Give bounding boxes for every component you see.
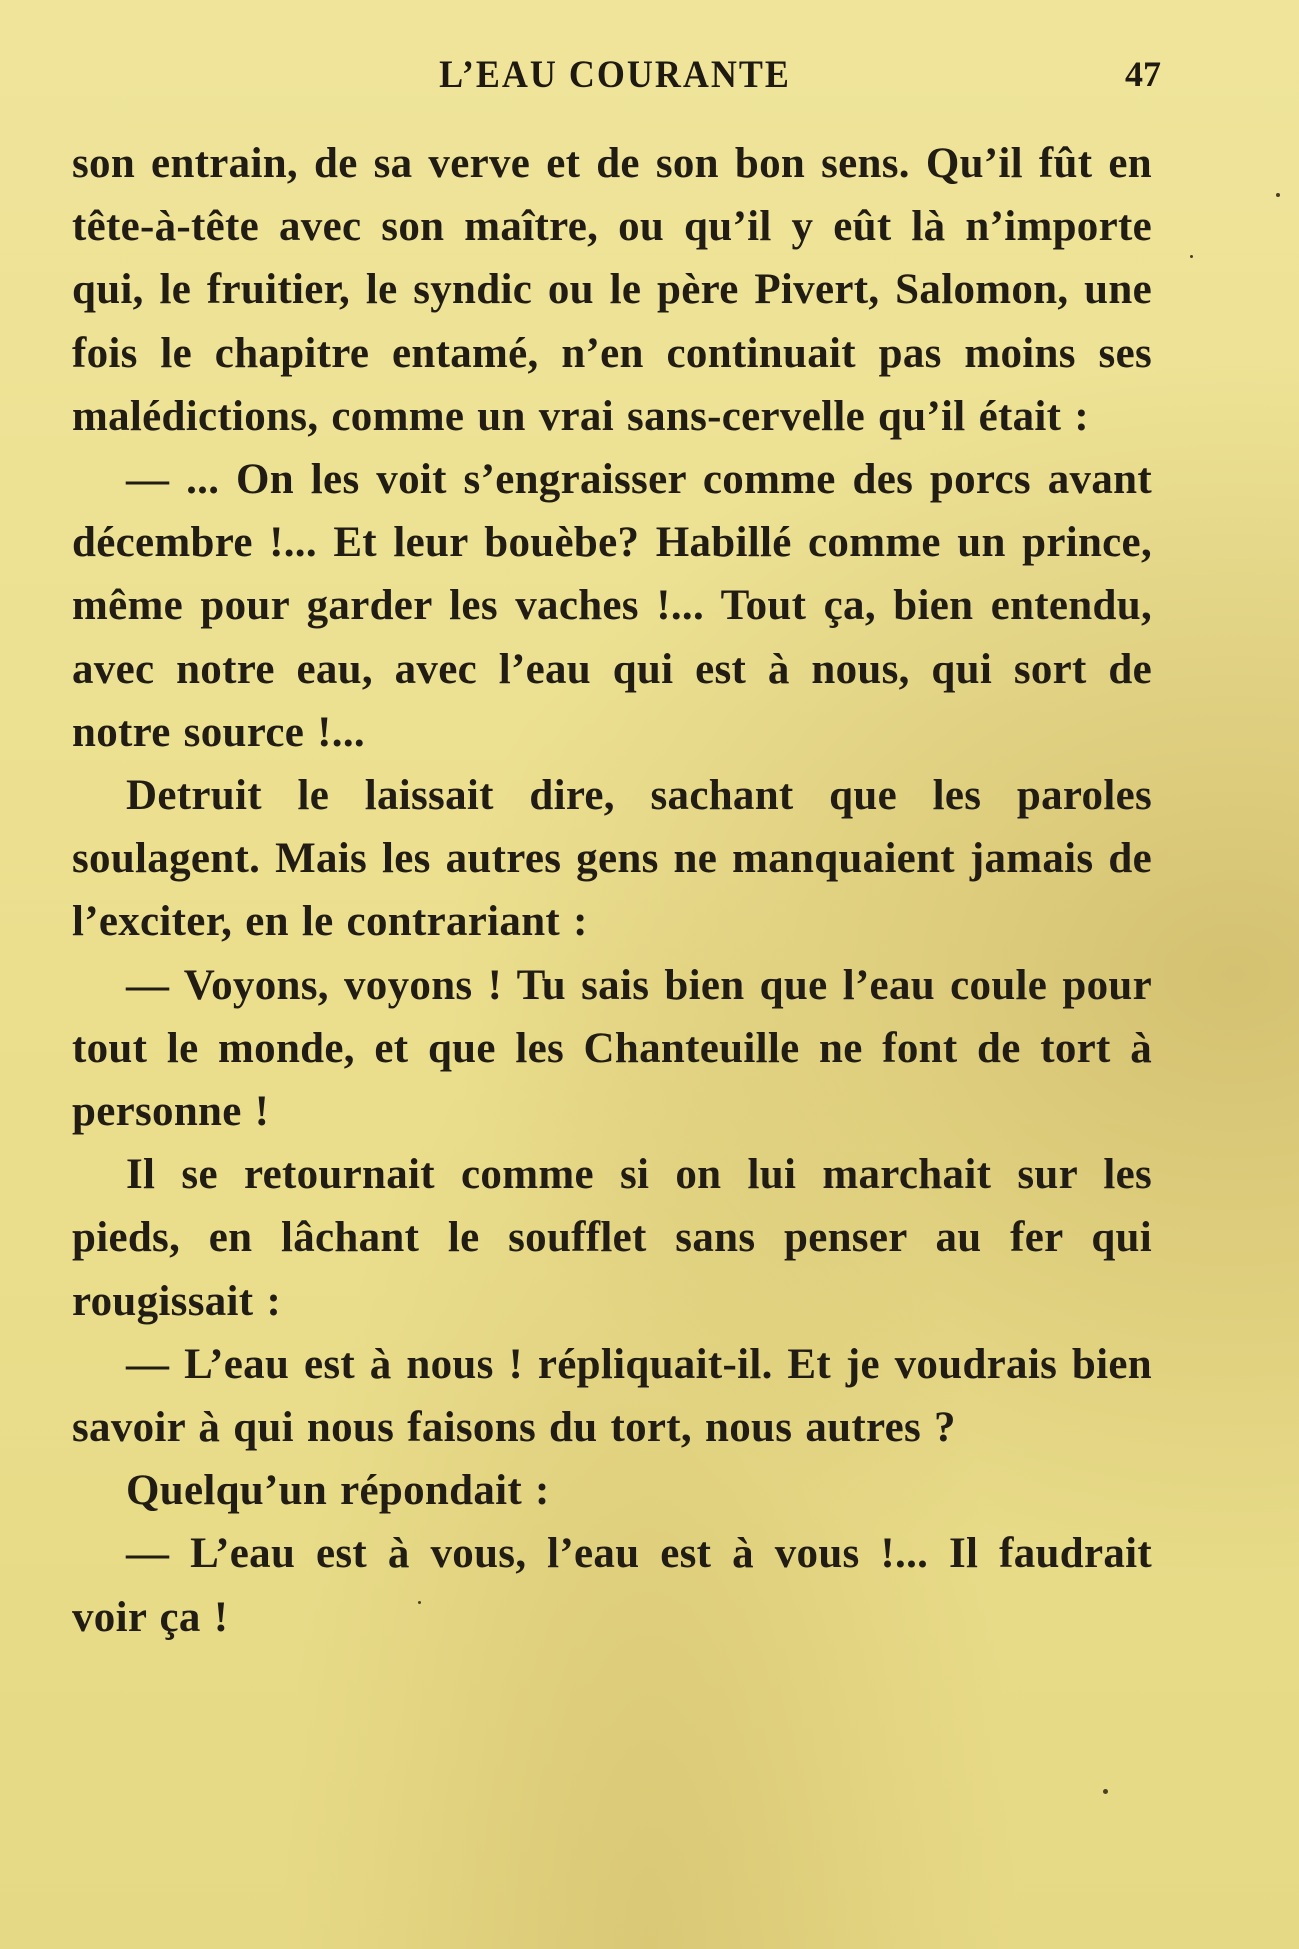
paragraph: Il se retournait comme si on lui marchait sur les pieds, en lâchant le soufflet sans penser au fer qui rougissait :: [72, 1151, 1152, 1325]
running-title: L’EAU COURANTE: [439, 52, 791, 96]
paragraph: — L’eau est à vous, l’eau est à vous !... Il faudrait voir ça !: [72, 1530, 1152, 1641]
paragraph: Quelqu’un répondait :: [126, 1467, 550, 1515]
paragraph: son entrain, de sa verve et de son bon sens. Qu’il fût en tête-à-tête avec son maître, ou qu’il y eût là n’importe qui, le fruitier, le syndic ou le père Pivert, Salomon, une fois le chapitre entamé, n’en continuait pas moins ses malédictions, comme un vrai sans-cervelle qu’il était :: [72, 140, 1152, 440]
body-text: [72, 132, 1152, 1649]
paragraph: — Voyons, voyons ! Tu sais bien que l’eau coule pour tout le monde, et que les Chanteuille ne font de tort à personne !: [72, 961, 1152, 1136]
paper-speck: [1190, 255, 1193, 258]
page-number: 47: [1125, 54, 1161, 94]
paragraph: Detruit le laissait dire, sachant que les paroles soulagent. Mais les autres gens ne manquaient jamais de l’exciter, en le contrariant :: [72, 772, 1152, 946]
paper-speck: [418, 1601, 421, 1604]
running-head: [0, 44, 1299, 104]
paper-speck: [1276, 193, 1280, 197]
paragraph: — ... On les voit s’engraisser comme des porcs avant décembre !... Et leur bouèbe? Habillé comme un prince, même pour garder les vaches !... Tout ça, bien entendu, avec notre eau, avec l’eau qui est à nous, qui sort de notre source !...: [72, 456, 1152, 756]
paper-speck: [1103, 1789, 1108, 1794]
paragraph: — L’eau est à nous ! répliquait-il. Et je voudrais bien savoir à qui nous faisons du tort, nous autres ?: [72, 1340, 1152, 1452]
